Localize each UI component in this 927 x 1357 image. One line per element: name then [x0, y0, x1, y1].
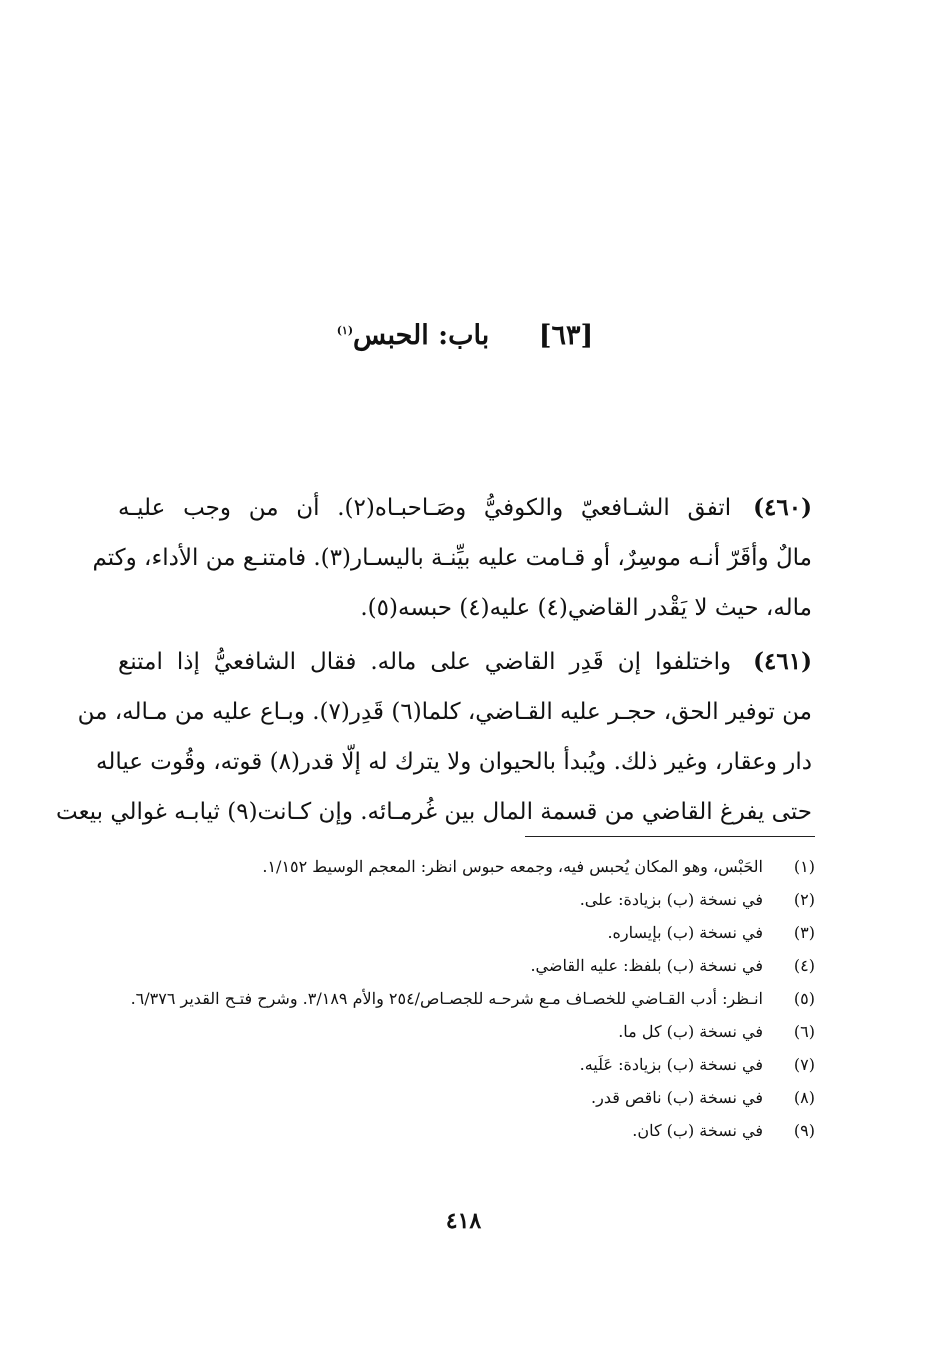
footnote-text: انـظر: أدب القـاضي للخصـاف مـع شرحـه للجصـاص/٢٥٤ والأم ٣/١٨٩. وشرح فتـح القدير ٦/٣٧٦.: [130, 989, 763, 1008]
footnote-text: في نسخة (ب) بلفظ: عليه القاضي.: [530, 956, 763, 975]
footnote-text: في نسخة (ب) بإيساره.: [607, 923, 763, 942]
footnote-number: (٦): [793, 1022, 815, 1041]
chapter-heading: [120, 320, 810, 351]
paragraph-line: من توفير الحق، حجـر عليه القـاضي، كلما(٦) قَدِر(٧). وبـاع عليه من مـاله، من: [77, 699, 812, 725]
paragraph-number: (٤٦١): [753, 648, 812, 675]
paragraph-460: [92, 483, 812, 633]
footnote: [118, 949, 815, 982]
footnote-number: (٨): [793, 1088, 815, 1107]
footnotes: [118, 850, 815, 1147]
footnote: [118, 1114, 815, 1147]
footnote-text: في نسخة (ب) بزيادة: عَلَيه.: [579, 1055, 763, 1074]
page-number: ٤١٨: [445, 1208, 482, 1234]
footnote-number: (٥): [793, 989, 815, 1008]
footnote: [118, 1048, 815, 1081]
paragraph-461: [55, 637, 812, 837]
paragraph-line: ماله، حيث لا يَقْدر القاضي(٤) عليه(٤) حبسه(٥).: [360, 595, 812, 621]
footnote-number: (١): [793, 857, 815, 876]
paragraph-line: مالٌ وأقَرّ أنـه موسِرٌ، أو قـامت عليه بيِّنـة باليسـار(٣). فامتنـع من الأداء، وكتم: [92, 545, 812, 571]
paragraph-text: واختلفوا إن قَدِر القاضي على ماله. فقال الشافعيُّ إذا امتنع: [118, 649, 732, 675]
footnote-number: (٤): [793, 956, 815, 975]
footnote: [118, 883, 815, 916]
chapter-note-ref: (١): [336, 324, 354, 337]
footnote-text: في نسخة (ب) كل ما.: [618, 1022, 763, 1041]
footnote: [118, 916, 815, 949]
paragraph-line: [118, 483, 812, 533]
footnote: [118, 1015, 815, 1048]
paragraph-text: اتفق الشـافعيّ والكوفيُّ وصَـاحبـاه(٢). أن من وجب عليـه: [118, 495, 732, 521]
footnote: [118, 982, 815, 1015]
chapter-number: [٦٣]: [538, 320, 594, 351]
footnote-separator: [525, 836, 815, 837]
footnote-number: (٣): [793, 923, 815, 942]
footnote-text: في نسخة (ب) بزيادة: على.: [579, 890, 763, 909]
footnote-text: في نسخة (ب) كان.: [632, 1121, 763, 1140]
footnote: [118, 1081, 815, 1114]
footnote-number: (٧): [793, 1055, 815, 1074]
paragraph-line: [118, 637, 812, 687]
chapter-title: باب: الحبس: [353, 320, 490, 351]
paragraph-line: دار وعقار، وغير ذلك. ويُبدأ بالحيوان ولا يترك له إلّا قدر(٨) قوته، وقُوت عياله: [95, 749, 812, 775]
paragraph-line: حتى يفرغ القاضي من قسمة المال بين غُرمـائه. وإن كـانت(٩) ثيابـه غوالي بيعت: [55, 799, 812, 825]
footnote: [118, 850, 815, 883]
footnote-text: الحَبْس، وهو المكان يُحبس فيه، وجمعه حبوس انظر: المعجم الوسيط ١/١٥٢.: [262, 857, 763, 876]
paragraph-number: (٤٦٠): [753, 494, 812, 521]
footnote-number: (٢): [793, 890, 815, 909]
footnote-number: (٩): [793, 1121, 815, 1140]
footnote-text: في نسخة (ب) ناقص قدر.: [591, 1088, 763, 1107]
